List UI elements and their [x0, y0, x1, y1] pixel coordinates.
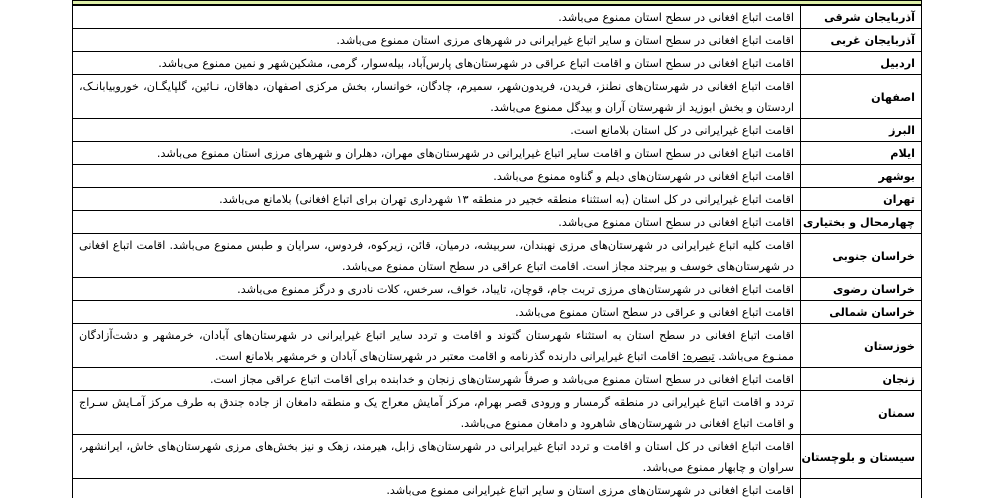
regulation-text-cell: [73, 75, 801, 119]
regulation-text-cell: [73, 29, 801, 52]
province-name-cell: ایلام: [801, 142, 922, 165]
table-row: [73, 324, 922, 368]
table-row: [73, 211, 922, 234]
document-page: [72, 0, 922, 498]
province-name-cell: اصفهان: [801, 75, 922, 119]
table-row: [73, 301, 922, 324]
province-name-cell: چهارمحال و بختیاری: [801, 211, 922, 234]
table-row: [73, 29, 922, 52]
province-name-cell: خوزستان: [801, 324, 922, 368]
province-name-cell: آذربایجان شرقی: [801, 6, 922, 29]
table-row: [73, 188, 922, 211]
regulation-text: اقامت اتباع افغانی در سطح استان به استثناء شهرستان گتوند و اقامت و تردد سایر اتباع غیرایرانی در شهرستان‌های آبادان، خرمشهر و دشت‌آزادگان ممنـوع می‌باشد.: [79, 329, 794, 363]
province-name-cell: سمنان: [801, 391, 922, 435]
table-row: [73, 234, 922, 278]
regulation-text: اقامت اتباع افغانی در سطح استان و سایر اتباع غیرایرانی در شهرهای مرزی استان ممنوع می‌باشد.: [336, 34, 794, 47]
regulation-text: اقامت اتباع غیرایرانی در کل استان (به استثناء منطقه خجیر در منطقه ۱۳ شهرداری تهران برای اتباع افغانی) بلامانع می‌باشد.: [219, 193, 794, 206]
note-text: اقامت اتباع غیرایرانی دارنده گذرنامه و اقامت معتبر در شهرستان‌های آبادان و خرمشهر بلامانع است.: [214, 350, 683, 363]
regulation-text: تردد و اقامت اتباع غیرایرانی در منطقه گرمسار و ورودی قصر بهرام، مرکز آمایش معراج یک و منطقه دامغان از جاده جندق به طرف مرکز آمـایش سـراج و اقامت اتباع افغانی در شهرستان‌های شاهرود و دامغان ممنوع می‌باشد.: [79, 396, 794, 430]
province-name-cell: خراسان شمالی: [801, 301, 922, 324]
province-table-body: [73, 6, 922, 498]
regulation-text-cell: [73, 234, 801, 278]
regulation-text-cell: [73, 119, 801, 142]
regulation-text-cell: [73, 142, 801, 165]
regulation-text: اقامت اتباع غیرایرانی در کل استان بلامانع است.: [570, 124, 794, 137]
regulation-text-cell: [73, 52, 801, 75]
regulation-text: اقامت اتباع افغانی در شهرستان‌های نطنز، فریدن، فریدون‌شهر، سمیرم، چادگان، خوانسار، بخش مرکزی اصفهان، دهاقان، نـائین، گلپایگـان، خوروبیابانـک، اردستان و بخش ابوزید از شهرستان آران و بیدگل ممنوع می‌باشد.: [79, 80, 794, 114]
table-row: [73, 75, 922, 119]
regulation-text: اقامت اتباع افغانی در سطح استان و اقامت سایر اتباع غیرایرانی در شهرستان‌های مهران، دهلران و شهرهای مرزی استان ممنوع می‌باشد.: [156, 147, 794, 160]
province-name-cell: زنجان: [801, 368, 922, 391]
table-row: [73, 278, 922, 301]
province-name-cell: سیستان و بلوچستان: [801, 435, 922, 479]
regulation-text-cell: [73, 368, 801, 391]
province-name-cell: آذربایجان غربی: [801, 29, 922, 52]
regulation-text-cell: [73, 6, 801, 29]
regulation-text-cell: [73, 278, 801, 301]
province-name-cell: تهران: [801, 188, 922, 211]
note-label: تبصره:: [682, 350, 715, 363]
province-name-cell: [801, 479, 922, 498]
table-row: [73, 142, 922, 165]
province-name-cell: بوشهر: [801, 165, 922, 188]
regulation-text: اقامت اتباع افغانی در سطح استان ممنوع می‌باشد.: [558, 216, 794, 229]
regulation-text: اقامت اتباع افغانی در شهرستان‌های مرزی تربت جام، قوچان، تایباد، خواف، سرخس، کلات نادری و درگز ممنوع می‌باشد.: [237, 283, 794, 296]
regulation-text: اقامت اتباع افغانی در سطح استان ممنوع می‌باشد.: [558, 11, 794, 24]
regulation-text: اقامت اتباع افغانی در سطح استان و اقامت اتباع عراقی در شهرستان‌های پارس‌آباد، بیله‌سوار، گرمی، مشکین‌شهر و نمین ممنوع می‌باشد.: [158, 57, 794, 70]
province-table: [72, 5, 922, 498]
province-name-cell: اردبیل: [801, 52, 922, 75]
regulation-text: اقامت اتباع افغانی و عراقی در سطح استان ممنوع می‌باشد.: [515, 306, 794, 319]
table-row: [73, 391, 922, 435]
table-row: [73, 368, 922, 391]
table-row: [73, 435, 922, 479]
table-row: [73, 165, 922, 188]
regulation-text-cell: [73, 188, 801, 211]
regulation-text-cell: [73, 301, 801, 324]
province-name-cell: خراسان رضوی: [801, 278, 922, 301]
regulation-text-cell: [73, 435, 801, 479]
regulation-text-cell: [73, 165, 801, 188]
table-row: [73, 479, 922, 498]
regulation-text: اقامت اتباع افغانی در سطح استان ممنوع می‌باشد و صرفاً شهرستان‌های زنجان و خدابنده برای اقامت اتباع عراقی مجاز است.: [209, 373, 794, 386]
regulation-text-cell: [73, 324, 801, 368]
regulation-text: اقامت اتباع افغانی در شهرستان‌های دیلم و گناوه ممنوع می‌باشد.: [493, 170, 794, 183]
province-name-cell: البرز: [801, 119, 922, 142]
regulation-text-cell: [73, 391, 801, 435]
regulation-text: اقامت اتباع افغانی در شهرستان‌های مرزی استان و سایر اتباع غیرایرانی ممنوع می‌باشد.: [386, 484, 794, 497]
regulation-text: اقامت کلیه اتباع غیرایرانی در شهرستان‌های مرزی نهبندان، سربیشه، درمیان، قائن، زیرکوه، فردوس، سرایان و طبس ممنوع می‌باشد. اقامت اتباع افغانی در شهرستان‌های خوسف و بیرجند مجاز است. اقامت اتباع عراقی در سطح استان ممنوع می‌باشد.: [79, 239, 794, 273]
table-row: [73, 119, 922, 142]
table-row: [73, 52, 922, 75]
table-row: [73, 6, 922, 29]
regulation-text-cell: [73, 211, 801, 234]
province-name-cell: خراسان جنوبی: [801, 234, 922, 278]
regulation-text-cell: [73, 479, 801, 498]
regulation-text: اقامت اتباع افغانی در کل استان و اقامت و تردد اتباع غیرایرانی در شهرستان‌های زابل، هیرمند، زهک و نیز بخش‌های مرزی شهرستان‌های خاش، ایرانشهر، سراوان و چابهار ممنوع می‌باشد.: [79, 440, 794, 474]
